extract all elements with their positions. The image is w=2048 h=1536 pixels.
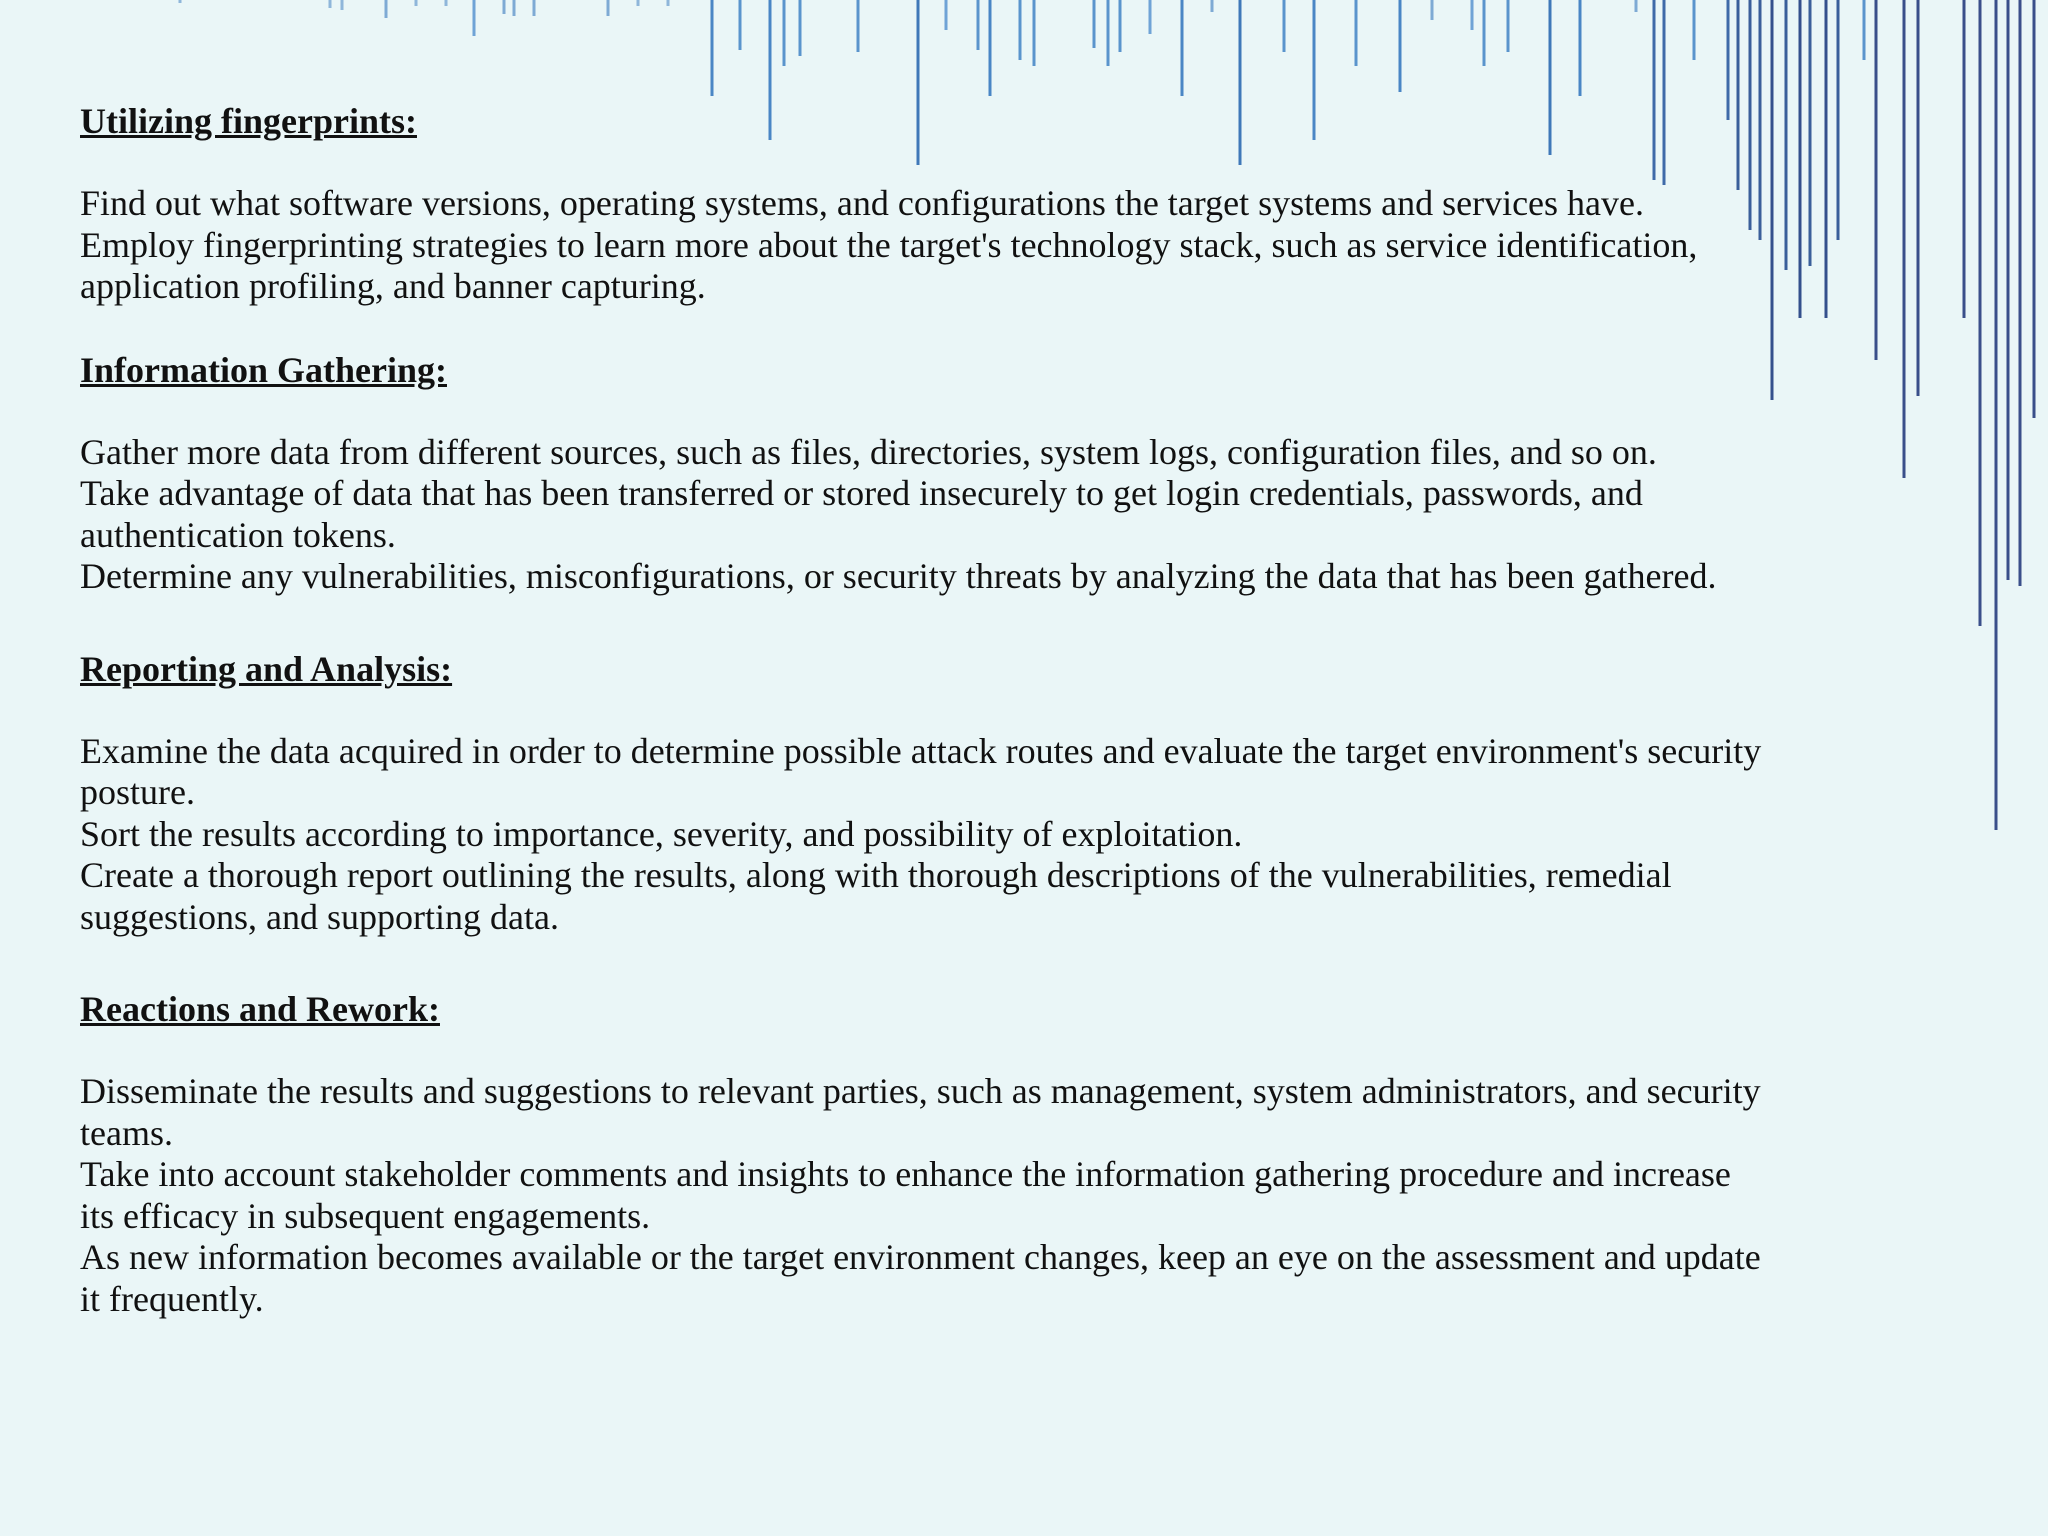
paragraph-line: its efficacy in subsequent engagements.: [80, 1195, 651, 1236]
paragraph-line: Determine any vulnerabilities, misconfigurations, or security threats by analyzing the data that has been gathered.: [80, 556, 1717, 596]
paragraph-line: Sort the results according to importance, severity, and possibility of exploitation.: [80, 813, 1243, 854]
paragraph-line: posture.: [80, 772, 195, 812]
section-reactions-and-rework: [80, 988, 1980, 1320]
paragraph-line: Employ fingerprinting strategies to learn more about the target's technology stack, such as service identification,: [80, 224, 1698, 265]
section-heading: Reporting and Analysis:: [80, 648, 453, 689]
paragraph-line: Disseminate the results and suggestions to relevant parties, such as management, system administrators, and security: [80, 1071, 1761, 1111]
paragraph-line: it frequently.: [80, 1278, 264, 1319]
paragraph-line: Examine the data acquired in order to determine possible attack routes and evaluate the target environment's security: [80, 730, 1762, 771]
paragraph-line: As new information becomes available or the target environment changes, keep an eye on the assessment and update: [80, 1237, 1761, 1277]
paragraph-line: teams.: [80, 1112, 173, 1153]
paragraph-line: Find out what software versions, operating systems, and configurations the target systems and services have.: [80, 183, 1644, 223]
section-information-gathering: [80, 349, 1980, 598]
section-utilizing-fingerprints: [80, 100, 1980, 308]
section-heading: Reactions and Rework:: [80, 989, 440, 1029]
paragraph-line: suggestions, and supporting data.: [80, 896, 559, 937]
paragraph-line: authentication tokens.: [80, 514, 396, 555]
paragraph-line: application profiling, and banner capturing.: [80, 266, 706, 306]
paragraph-line: Gather more data from different sources, such as files, directories, system logs, configuration files, and so on.: [80, 431, 1657, 472]
section-heading: Information Gathering:: [80, 349, 447, 390]
section-heading: Utilizing fingerprints:: [80, 101, 417, 141]
paragraph-line: Create a thorough report outlining the results, along with thorough descriptions of the vulnerabilities, remedial: [80, 855, 1672, 895]
section-reporting-and-analysis: [80, 648, 1980, 939]
document-body: [80, 100, 1980, 1320]
paragraph-line: Take into account stakeholder comments and insights to enhance the information gathering procedure and increase: [80, 1154, 1731, 1194]
paragraph-line: Take advantage of data that has been transferred or stored insecurely to get login credentials, passwords, and: [80, 473, 1643, 513]
